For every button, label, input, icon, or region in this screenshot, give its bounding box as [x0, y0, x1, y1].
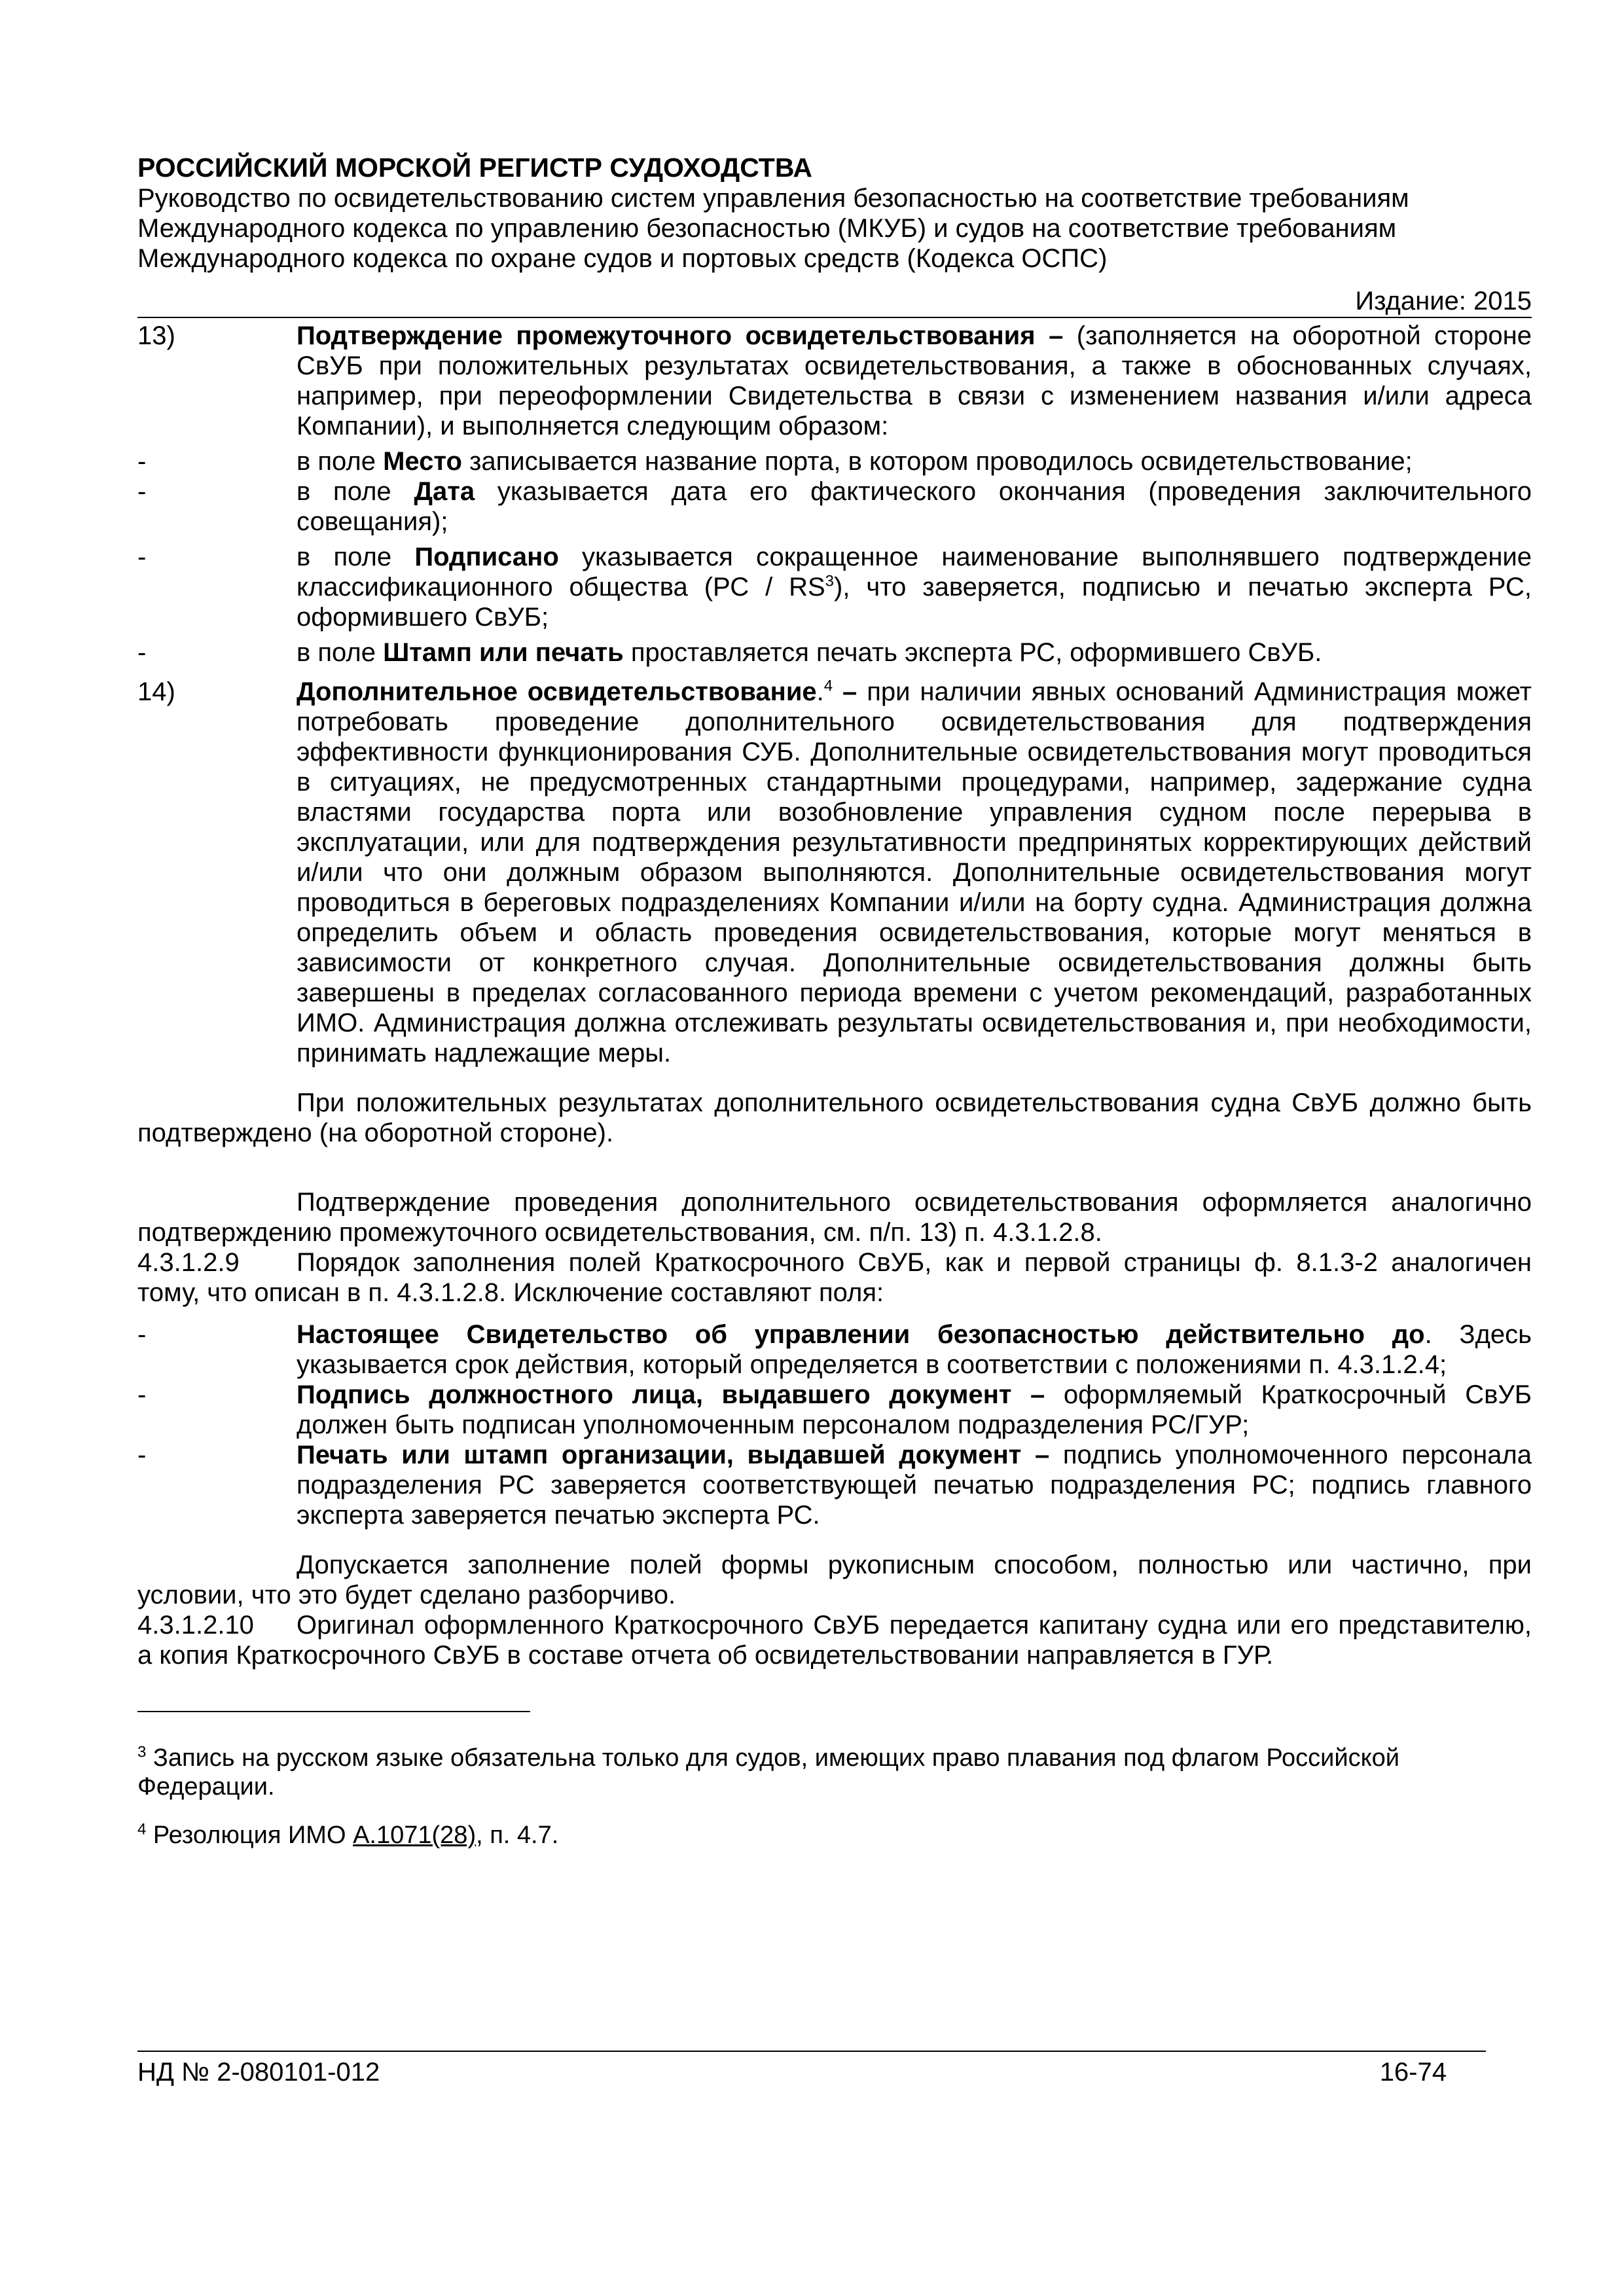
bullet-post: проставляется печать эксперта РС, оформившего СвУБ.	[623, 638, 1322, 667]
page-footer	[137, 2051, 1486, 2087]
field-name: Подпись должностного лица, выдавшего документ –	[297, 1380, 1045, 1409]
bullet-item	[137, 446, 1532, 476]
bullet-post: указывается дата его фактического окончания (проведения заключительного совещания);	[297, 477, 1532, 536]
bullet-item	[137, 637, 1532, 668]
bullet-item	[137, 1380, 1532, 1440]
header-divider	[137, 317, 1532, 318]
header-subtitle-line: Международного кодекса по охране судов и портовых средств (Кодекса ОСПС)	[137, 244, 1108, 273]
bullet-item	[137, 1440, 1532, 1530]
field-name: Штамп или печать	[383, 638, 624, 667]
document-number: НД № 2-080101-012	[137, 2058, 380, 2087]
field-name: Печать или штамп организации, выдавшей документ –	[297, 1441, 1050, 1469]
section-4-3-1-2-9	[137, 1247, 1532, 1308]
page-number: 16-74	[1379, 2058, 1447, 2087]
item-number: 13)	[137, 321, 175, 350]
field-name: Дата	[414, 477, 475, 506]
bullet-item	[137, 1319, 1532, 1380]
bullet-marker: -	[137, 1320, 147, 1349]
bullet-post: записывается название порта, в котором проводилось освидетельствование;	[461, 447, 1413, 476]
bullet-marker: -	[137, 1380, 147, 1409]
section-number: 4.3.1.2.10	[137, 1611, 254, 1640]
bullet-marker: -	[137, 447, 147, 476]
item-number: 14)	[137, 677, 175, 706]
footnote-mark: 3	[137, 1743, 147, 1761]
bullet-pre: в поле	[297, 447, 384, 476]
document-page	[137, 152, 1532, 1850]
bullet-item	[137, 542, 1532, 632]
bullet-item	[137, 476, 1532, 537]
footnote-text: Запись на русском языке обязательна только для судов, имеющих право плавания под флагом Российской Федерации.	[137, 1744, 1400, 1801]
resolution-link[interactable]: A.1071(28)	[353, 1821, 477, 1849]
section-text: Порядок заполнения полей Краткосрочного СвУБ, как и первой страницы ф. 8.1.3-2 аналогичен тому, что описан в п. 4.3.1.2.8. Исключение составляют поля:	[137, 1248, 1532, 1307]
bullet-marker: -	[137, 477, 147, 506]
bullet-pre: в поле	[297, 638, 384, 667]
header-subtitle-line: Международного кодекса по управлению безопасностью (МКУБ) и судов на соответствие требованиям	[137, 214, 1397, 243]
bullet-marker: -	[137, 1441, 147, 1469]
field-name: Настоящее Свидетельство об управлении безопасностью действительно до	[297, 1320, 1425, 1349]
item-dash: –	[1035, 321, 1077, 350]
footnote-ref: 4	[823, 677, 833, 695]
item-text	[297, 677, 1532, 1068]
bullet-marker: -	[137, 638, 147, 667]
footnote-ref: 3	[825, 572, 835, 590]
footnote-4	[137, 1821, 1532, 1850]
footnote-3	[137, 1744, 1532, 1801]
section-number: 4.3.1.2.9	[137, 1248, 240, 1277]
paragraph: Подтверждение проведения дополнительного освидетельствования оформляется аналогично подтверждению промежуточного освидетельствования, см. п/п. 13) п. 4.3.1.2.8.	[137, 1188, 1532, 1247]
item-body: при наличии явных оснований Администрация может потребовать проведение дополнительного освидетельствования для подтверждения эффективности функционирования СУБ. Дополнительные освидетельствования могут проводиться в ситуациях, не предусмотренных стандартными процедурами, например, задержание судна властями государства порта или возобновление управления судном после перерыва в эксплуатации, или для подтверждения результативности предпринятых корректирующих действий и/или что они должным образом выполняются. Дополнительные освидетельствования могут проводиться в береговых подразделениях Компании и/или на борту судна. Администрация должна определить объем и область проведения освидетельствования, которые могут меняться в зависимости от конкретного случая. Дополнительные освидетельствования должны быть завершены в пределах согласованного периода времени с учетом рекомендаций, разработанных ИМО. Администрация должна отслеживать результаты освидетельствования и, при необходимости, принимать надлежащие меры.	[297, 677, 1532, 1067]
header-subtitle-line: Руководство по освидетельствованию систем управления безопасностью на соответствие требованиям	[137, 184, 1409, 213]
edition-label: Издание: 2015	[1355, 287, 1532, 315]
item-dash: –	[833, 677, 867, 706]
footnote-text: , п. 4.7.	[476, 1821, 559, 1849]
bullet-pre: в поле	[297, 477, 414, 506]
field-name: Подписано	[414, 543, 559, 571]
item-heading: Дополнительное освидетельствование	[297, 677, 817, 706]
paragraph: При положительных результатах дополнительного освидетельствования судна СвУБ должно быть подтверждено (на оборотной стороне).	[137, 1088, 1532, 1147]
item-heading-dot: .	[816, 677, 824, 706]
item-13	[137, 321, 1532, 441]
item-heading: Подтверждение промежуточного освидетельствования	[297, 321, 1036, 350]
bullet-pre: в поле	[297, 543, 415, 571]
item-text	[297, 321, 1532, 441]
section-text: Оригинал оформленного Краткосрочного СвУБ передается капитану судна или его представителю, а копия Краткосрочного СвУБ в составе отчета об освидетельствовании направляется в ГУР.	[137, 1611, 1532, 1670]
bullet-post: оформляемый Краткосрочный СвУБ должен быть подписан уполномоченным персоналом подразделения РС/ГУР;	[297, 1380, 1532, 1439]
section-4-3-1-2-10	[137, 1610, 1532, 1670]
bullet-post: . Здесь указывается срок действия, который определяется в соответствии с положениями п. 4.3.1.2.4;	[297, 1320, 1532, 1379]
item-body: (заполняется на оборотной стороне СвУБ при положительных результатах освидетельствования, а также в обоснованных случаях, например, при переоформлении Свидетельства в связи с изменением названия и/или адреса Компании), и выполняется следующим образом:	[297, 321, 1532, 440]
footnote-mark: 4	[137, 1820, 147, 1839]
item-14	[137, 677, 1532, 1068]
footnote-text: Резолюция ИМО	[146, 1821, 353, 1849]
bullet-post2: ), что заверяется, подписью и печатью эксперта РС, оформившего СвУБ;	[297, 573, 1532, 632]
bullet-post: подпись уполномоченного персонала подразделения РС заверяется соответствующей печатью подразделения РС; подпись главного эксперта заверяется печатью эксперта РС.	[297, 1441, 1532, 1530]
header-title: РОССИЙСКИЙ МОРСКОЙ РЕГИСТР СУДОХОДСТВА	[137, 152, 813, 183]
field-name: Место	[383, 447, 462, 476]
bullet-post: указывается сокращенное наименование выполнявшего подтверждение классификационного общества (РС / RS	[297, 543, 1532, 601]
bullet-marker: -	[137, 543, 147, 571]
paragraph: Допускается заполнение полей формы рукописным способом, полностью или частично, при условии, что это будет сделано разборчиво.	[137, 1551, 1532, 1609]
footnote-separator	[137, 1711, 530, 1712]
